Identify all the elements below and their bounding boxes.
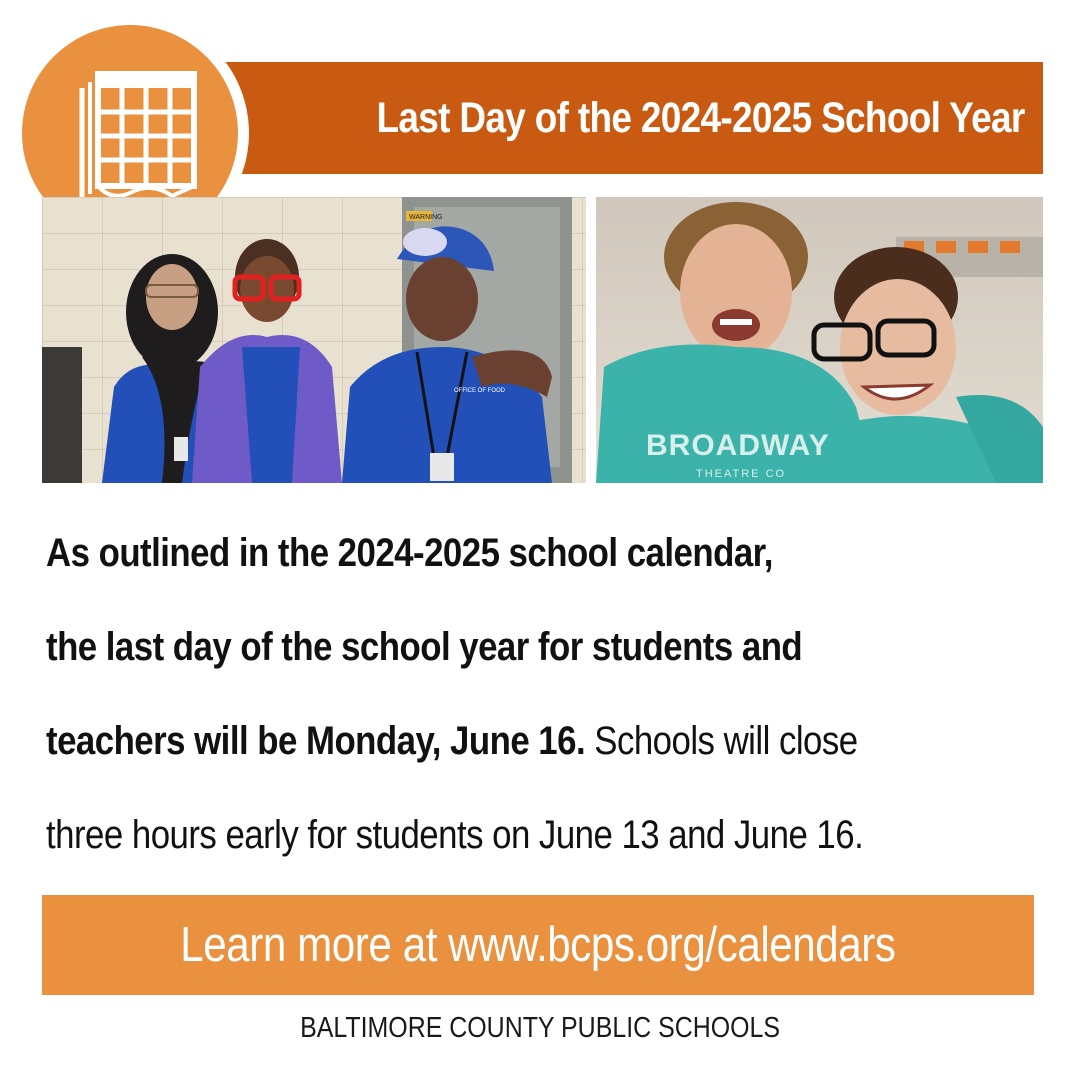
- shirt-text: OFFICE OF FOOD: [454, 388, 505, 394]
- calendar-icon: [72, 70, 202, 205]
- footer: [0, 1012, 1080, 1045]
- header-banner: [225, 62, 1043, 174]
- body-line-2: the last day of the school year for students and: [46, 625, 803, 669]
- page-title: Last Day of the 2024-2025 School Year: [376, 93, 1025, 142]
- announcement-text: [46, 506, 1046, 882]
- broadway-subtext: THEATRE CO: [696, 468, 787, 480]
- body-line-1: As outlined in the 2024-2025 school calendar,: [46, 531, 773, 575]
- staff-photo: [42, 197, 586, 483]
- students-photo: [596, 197, 1043, 483]
- warning-sign: WARNING: [409, 214, 443, 221]
- body-line-4: three hours early for students on June 13 and June 16.: [46, 813, 864, 857]
- learn-more-banner[interactable]: [42, 895, 1034, 995]
- learn-more-link[interactable]: Learn more at www.bcps.org/calendars: [180, 918, 896, 972]
- body-line-3-regular: Schools will close: [585, 719, 858, 763]
- broadway-text: BROADWAY: [646, 429, 830, 462]
- body-line-3: [46, 694, 916, 788]
- body-line-3-bold: teachers will be Monday, June 16.: [46, 719, 586, 763]
- organization-name: BALTIMORE COUNTY PUBLIC SCHOOLS: [300, 1012, 780, 1044]
